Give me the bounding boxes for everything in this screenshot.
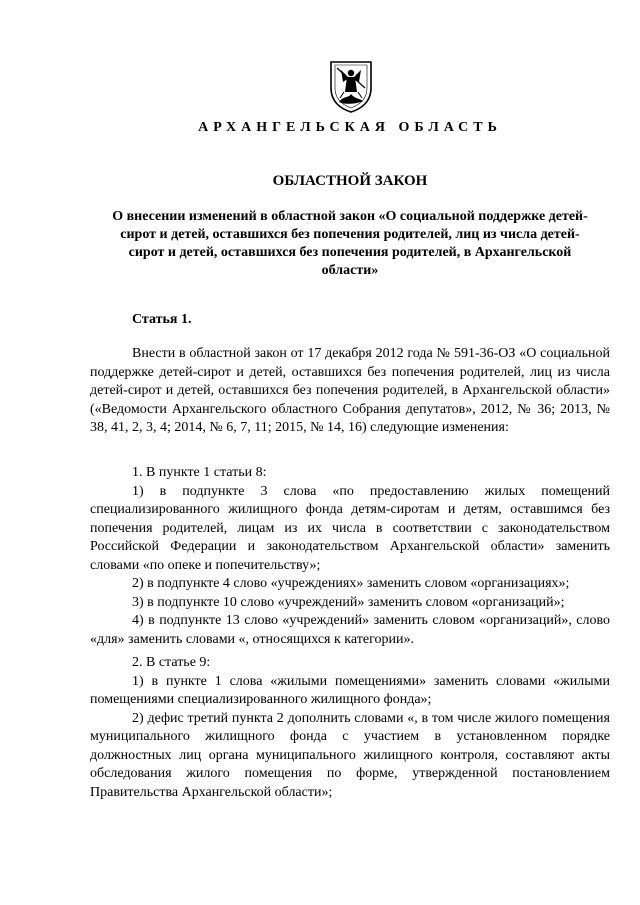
point-1-item: 2) в подпункте 4 слово «учреждениях» заменить словом «организациях»; (132, 576, 570, 591)
point-1-item: 4) в подпункте 13 слово «учреждений» заменить словом «организаций», слово «для» заменить словами «, относящихся к категории». (90, 613, 610, 647)
coat-of-arms-icon (327, 58, 375, 114)
intro-paragraph: Внести в областной закон от 17 декабря 2012 года № 591-36-ОЗ «О социальной поддержке детей-сирот и детей, оставшихся без попечения родителей, лиц из числа детей-сирот и детей, оставшихся без попечения родителей, в Архангельской области» («Ведомости Архангельского областного Собрания депутатов», 2012, № 36; 2013, № 38, 41, 2, 3, 4; 2014, № 6, 7, 11; 2015, № 14, 16) следующие изменения: (90, 346, 610, 435)
point-2-heading: 2. В статье 9: (132, 655, 211, 670)
point-2-item: 1) в пункте 1 слова «жилыми помещениями» заменить словами «жилыми помещениями специализированного жилищного фонда»; (90, 673, 610, 707)
law-title: О внесении изменений в областной закон «О социальной поддержке детей-сирот и детей, оставшихся без попечения родителей, лиц из числа детей-сирот и детей, оставшихся без попечения родителей, в Архангельской области» (112, 209, 588, 278)
region-title: АРХАНГЕЛЬСКАЯ ОБЛАСТЬ (198, 120, 502, 135)
point-1-heading: 1. В пункте 1 статьи 8: (132, 465, 267, 480)
point-1-item: 3) в подпункте 10 слово «учреждений» заменить словом «организаций»; (132, 594, 565, 610)
article-intro (90, 345, 610, 438)
law-type-heading: ОБЛАСТНОЙ ЗАКОН (272, 173, 428, 189)
article-heading: Статья 1. (132, 312, 192, 327)
point-2-block (90, 654, 610, 802)
point-2-item: 2) дефис третий пункта 2 дополнить словами «, в том числе жилого помещения муниципального жилищного фонда с участием в установленном порядке должностных лиц органа муниципального жилищного контроля, составляют акты обследования жилого помещения по форме, утвержденной постановлением Правительства Архангельской области»; (90, 710, 610, 800)
point-1-item: 1) в подпункте 3 слова «по предоставлению жилых помещений специализированного жилищного фонда детям-сиротам и детям, оставшимся без попечения родителей, лицам из их числа в соответствии с законодательством Российской Федерации и законодательством Архангельской области» заменить словами «по опеке и попечительству»; (90, 483, 610, 573)
point-1-block (90, 464, 610, 649)
